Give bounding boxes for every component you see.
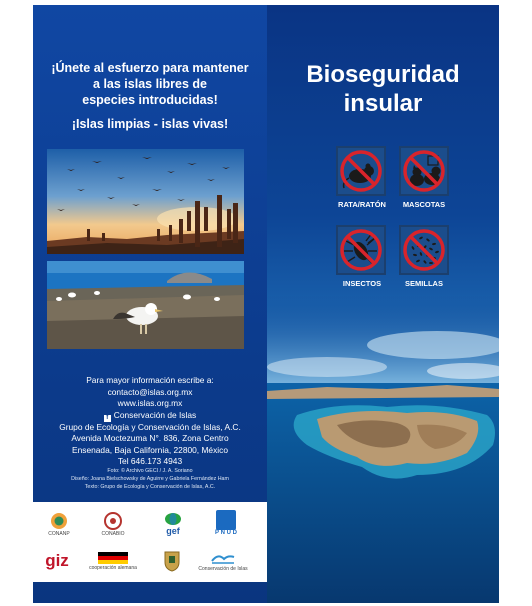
photo-albatross	[47, 261, 244, 349]
pets-icon	[401, 148, 447, 194]
tile-label-insects: INSECTOS	[342, 279, 382, 288]
tile-insects	[336, 225, 386, 275]
conabio-logo: CONABIO	[95, 508, 131, 540]
contact-address-1: Avenida Moctezuma N°. 836, Zona Centro	[71, 433, 229, 443]
pnud-logo: P N U D	[213, 506, 239, 540]
photo-cactus-birds	[47, 149, 244, 254]
gef-logo: gef	[159, 508, 187, 540]
credit-design: Diseño: Joana Bielschowsky de Aguirre y Gabriela Fernández Ham	[71, 476, 229, 482]
brochure	[33, 5, 499, 603]
slogan-line-2: a las islas libres de	[93, 77, 207, 91]
tile-seeds	[399, 225, 449, 275]
tile-pets	[399, 146, 449, 196]
contact-address-2: Ensenada, Baja California, 22800, México	[72, 444, 228, 455]
conservacion-islas-logo: Conservación de Islas	[201, 546, 245, 576]
slogan	[33, 60, 267, 108]
contact-info	[33, 375, 267, 468]
contact-web[interactable]: www.islas.org.mx	[117, 398, 183, 408]
tile-label-seeds: SEMILLAS	[405, 279, 443, 288]
slogan-line-3: especies introducidas!	[82, 93, 218, 107]
facebook-icon: f	[104, 415, 111, 422]
title-line-2: insular	[343, 90, 423, 117]
contact-email[interactable]: contacto@islas.org.mx	[107, 386, 193, 397]
contact-phone: Tel 646.173 4943	[117, 456, 183, 466]
contact-org: Grupo de Ecología y Conservación de Islas, A.C.	[59, 421, 241, 432]
conanp-logo: CONANP	[43, 508, 75, 540]
contact-facebook[interactable]	[33, 410, 267, 422]
title-line-1: Bioseguridad	[306, 61, 460, 88]
insect-icon	[338, 227, 384, 273]
facebook-label: Conservación de Islas	[113, 409, 197, 420]
tile-rat	[336, 146, 386, 196]
credits	[33, 467, 267, 491]
tile-label-pets: MASCOTAS	[402, 200, 446, 209]
sponsor-logos	[33, 502, 267, 582]
rat-icon	[338, 148, 384, 194]
seeds-icon	[401, 227, 447, 273]
slogan-2: ¡Islas limpias - islas vivas!	[71, 117, 229, 131]
slogan-line-1: ¡Únete al esfuerzo para mantener	[51, 61, 249, 75]
credit-photo: Foto: © Archivo GECI / J. A. Soriano	[107, 468, 193, 474]
page-title	[267, 60, 499, 118]
cooperacion-alemana-logo: cooperación alemana	[89, 546, 137, 576]
credit-text: Texto: Grupo de Ecología y Conservación de Islas, A.C.	[84, 484, 216, 490]
tile-label-rat: RATA/RATÓN	[338, 200, 386, 209]
giz-logo: giz	[45, 551, 69, 570]
contact-intro: Para mayor información escribe a:	[86, 375, 214, 385]
seal-logo	[159, 546, 185, 576]
